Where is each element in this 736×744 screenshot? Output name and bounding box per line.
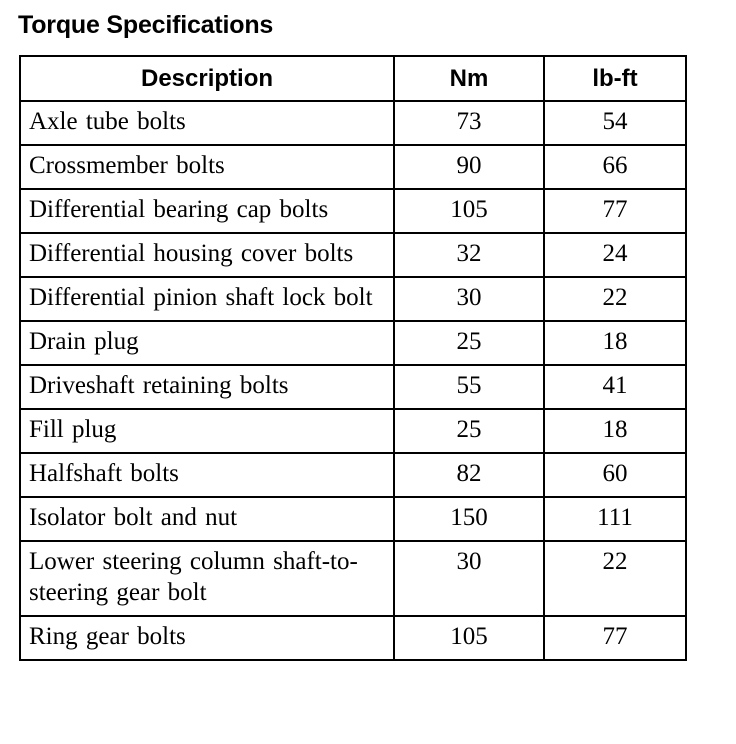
cell-nm: 30 (394, 277, 544, 321)
header-description: Description (20, 56, 394, 101)
cell-lbft: 22 (544, 541, 686, 616)
cell-nm: 105 (394, 189, 544, 233)
cell-lbft: 24 (544, 233, 686, 277)
cell-lbft: 18 (544, 321, 686, 365)
cell-lbft: 22 (544, 277, 686, 321)
header-lbft: lb-ft (544, 56, 686, 101)
table-row (20, 541, 686, 616)
header-nm: Nm (394, 56, 544, 101)
cell-description: Axle tube bolts (20, 101, 394, 145)
cell-description: Crossmember bolts (20, 145, 394, 189)
cell-nm: 32 (394, 233, 544, 277)
cell-nm: 150 (394, 497, 544, 541)
cell-nm: 82 (394, 453, 544, 497)
table-row (20, 616, 686, 660)
cell-nm: 55 (394, 365, 544, 409)
page-title: Torque Specifications (18, 11, 274, 39)
cell-lbft: 41 (544, 365, 686, 409)
table-row (20, 189, 686, 233)
table-row (20, 277, 686, 321)
cell-lbft: 54 (544, 101, 686, 145)
cell-nm: 90 (394, 145, 544, 189)
table-row (20, 145, 686, 189)
table-row (20, 233, 686, 277)
cell-lbft: 66 (544, 145, 686, 189)
cell-description: Drain plug (20, 321, 394, 365)
cell-nm: 105 (394, 616, 544, 660)
cell-lbft: 18 (544, 409, 686, 453)
cell-description: Differential pinion shaft lock bolt (20, 277, 394, 321)
cell-nm: 25 (394, 409, 544, 453)
cell-lbft: 111 (544, 497, 686, 541)
cell-description: Differential housing cover bolts (20, 233, 394, 277)
cell-lbft: 77 (544, 616, 686, 660)
table-row (20, 453, 686, 497)
cell-description: Isolator bolt and nut (20, 497, 394, 541)
cell-nm: 25 (394, 321, 544, 365)
table-row (20, 497, 686, 541)
table-row (20, 365, 686, 409)
table-row (20, 101, 686, 145)
cell-description: Differential bearing cap bolts (20, 189, 394, 233)
cell-description: Lower steering column shaft-to-steering gear bolt (20, 541, 394, 616)
cell-nm: 30 (394, 541, 544, 616)
torque-spec-table (19, 55, 687, 661)
cell-description: Driveshaft retaining bolts (20, 365, 394, 409)
table-row (20, 321, 686, 365)
cell-description: Halfshaft bolts (20, 453, 394, 497)
table-row (20, 409, 686, 453)
table-header-row (20, 56, 686, 101)
cell-description: Fill plug (20, 409, 394, 453)
cell-lbft: 77 (544, 189, 686, 233)
cell-lbft: 60 (544, 453, 686, 497)
cell-nm: 73 (394, 101, 544, 145)
cell-description: Ring gear bolts (20, 616, 394, 660)
